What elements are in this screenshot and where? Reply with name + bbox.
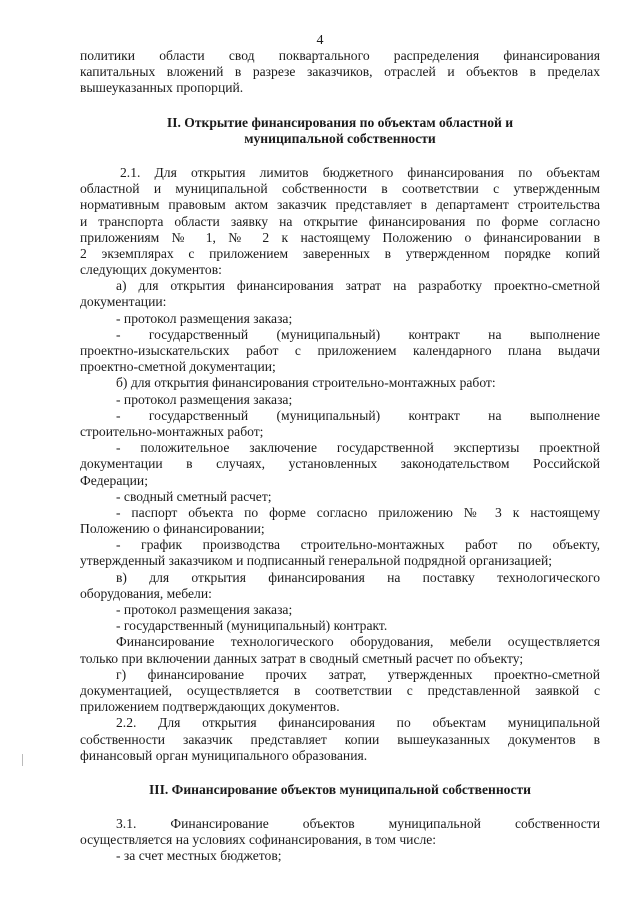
text-line: политики области свод поквартального распределения финансирования: [80, 48, 600, 63]
text-line: собственности заказчик представляет копии вышеуказанных документов в: [80, 731, 600, 747]
subitem-a: [80, 278, 600, 375]
text-line: 2.2. Для открытия финансирования по объектам муниципальной: [116, 715, 600, 731]
text-line: приложениям № 1, № 2 к настоящему Положению о финансировании в: [80, 229, 600, 245]
text-line: Федерации;: [80, 472, 148, 488]
list-item: - государственный (муниципальный) контракт.: [116, 618, 388, 634]
list-item: - протокол размещения заказа;: [116, 602, 293, 617]
text-line: 3.1. Финансирование объектов муниципальной собственности: [116, 816, 600, 832]
text-line: документации в случаях, установленных законодательством Российской: [80, 456, 600, 472]
text-line: только при включении данных затрат в сводный сметный расчет по объекту;: [80, 650, 524, 666]
list-item: - протокол размещения заказа;: [116, 391, 293, 407]
text-line: утвержденный заказчиком и подписанный генеральной подрядной организацией;: [80, 553, 553, 569]
list-item: - паспорт объекта по форме согласно приложению № 3 к настоящему: [116, 504, 600, 520]
text-line: документацией, осуществляется в соответствии с представленной заявкой с: [80, 682, 600, 698]
list-item: - график производства строительно-монтажных работ по объекту,: [116, 537, 600, 553]
text-line: капитальных вложений в разрезе заказчиков, отраслей и объектов в пределах: [80, 64, 600, 80]
document-body: [80, 48, 600, 865]
subitem-g: [80, 667, 600, 716]
text-line: вышеуказанных пропорций.: [80, 80, 244, 96]
heading-line: муниципальной собственности: [244, 130, 436, 146]
list-item: - государственный (муниципальный) контракт на выполнение: [116, 326, 600, 342]
list-item: - за счет местных бюджетов;: [116, 848, 282, 864]
section-3-heading: [80, 782, 600, 798]
text-line: а) для открытия финансирования затрат на разработку проектно-сметной: [116, 278, 600, 294]
margin-mark: [22, 754, 23, 766]
list-item: - государственный (муниципальный) контракт на выполнение: [116, 407, 600, 423]
page-number: 4: [316, 33, 324, 48]
text-line: нормативным правовым актом заказчик представляет в департамент строительства: [80, 197, 600, 213]
subitem-b: [80, 375, 600, 569]
text-line: 2 экземплярах с приложением заверенных в утвержденном порядке копий: [80, 245, 600, 261]
list-item: - сводный сметный расчет;: [116, 488, 272, 504]
text-line: г) финансирование прочих затрат, утвержденных проектно-сметной: [116, 666, 600, 682]
text-line: строительно-монтажных работ;: [80, 423, 264, 439]
heading-line: III. Финансирование объектов муниципальной собственности: [148, 781, 532, 797]
text-line: следующих документов:: [80, 262, 222, 278]
paragraph-2-1: [80, 165, 600, 278]
text-line: Положению о финансировании;: [80, 521, 265, 537]
list-item: - положительное заключение государственной экспертизы проектной: [116, 440, 600, 456]
heading-line: II. Открытие финансирования по объектам областной и: [166, 114, 514, 130]
text-line: оборудования, мебели:: [80, 585, 212, 601]
subitem-v: [80, 570, 600, 667]
text-line: приложением подтверждающих документов.: [80, 699, 340, 715]
text-line: и транспорта области заявку на открытие финансирования по форме согласно: [80, 213, 600, 229]
text-line: Финансирование технологического оборудования, мебели осуществляется: [116, 634, 600, 650]
intro-paragraph: [80, 48, 600, 97]
list-item: - протокол размещения заказа;: [116, 310, 293, 326]
paragraph-3-1: [80, 816, 600, 865]
text-line: областной и муниципальной собственности в соответствии с утвержденным: [80, 181, 600, 197]
section-2-heading: [80, 115, 600, 147]
text-line: осуществляется на условиях софинансирования, в том числе:: [80, 832, 437, 848]
text-line: 2.1. Для открытия лимитов бюджетного финансирования по объектам: [120, 164, 600, 180]
paragraph-2-2: [80, 715, 600, 764]
text-line: документации:: [80, 294, 167, 310]
text-line: проектно-сметной документации;: [80, 359, 276, 375]
text-line: в) для открытия финансирования на поставку технологического: [116, 569, 600, 585]
text-line: б) для открытия финансирования строительно-монтажных работ:: [116, 375, 496, 391]
text-line: проектно-изыскательских работ с приложением календарного плана выдачи: [80, 343, 600, 358]
text-line: финансовый орган муниципального образования.: [80, 747, 368, 763]
